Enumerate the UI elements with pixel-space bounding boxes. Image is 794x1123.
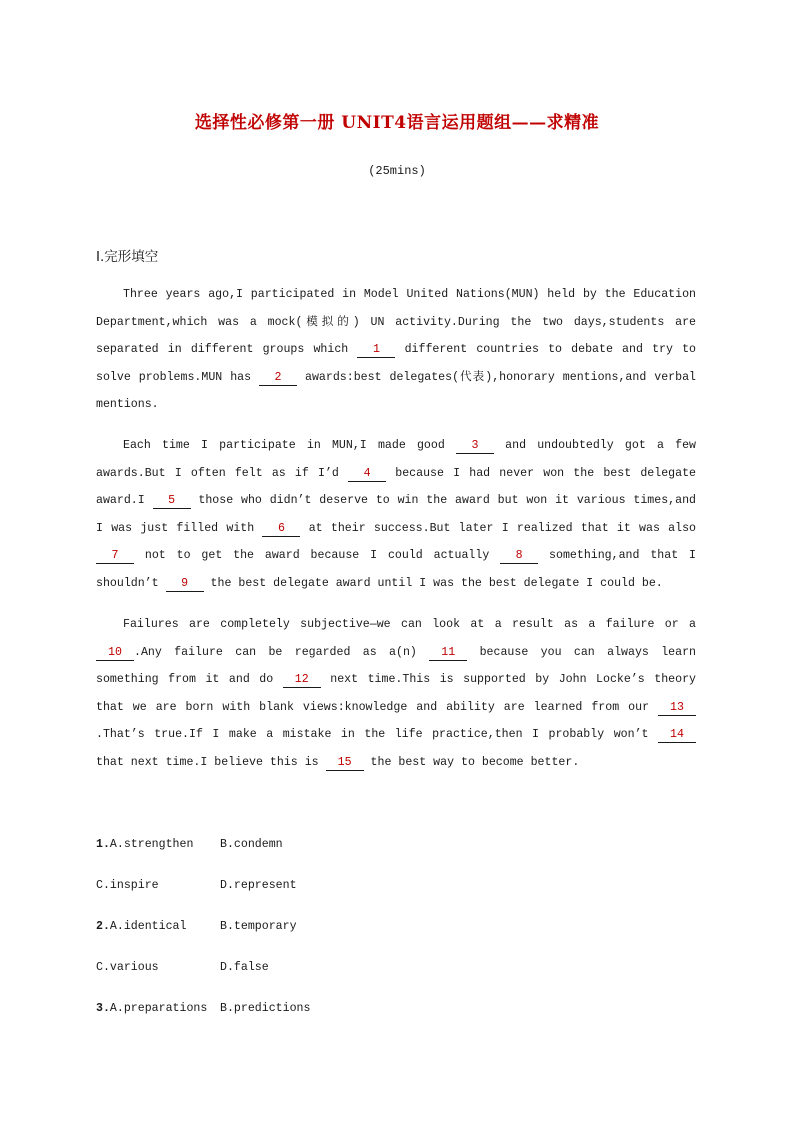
option-c: C.various xyxy=(96,961,159,974)
passage-text: that next time.I believe this is xyxy=(96,755,326,769)
option-row xyxy=(96,838,283,851)
answer-blank-6[interactable]: 6 xyxy=(262,522,300,537)
passage-text: something,and that I shouldn’t xyxy=(96,549,697,590)
passage-text: .Any failure can be regarded as a(n) xyxy=(134,645,430,659)
answer-blank-4[interactable]: 4 xyxy=(348,467,386,482)
passage-text: awards:best delegates(代表),honorary mentions,and verbal mentions. xyxy=(96,370,696,412)
passage-text: the best delegate award until I was the best delegate I could be. xyxy=(203,576,663,590)
passage-text: because I had never won the best delegate award.I xyxy=(96,466,696,508)
answer-blank-12[interactable]: 12 xyxy=(283,673,321,688)
time-limit: (25mins) xyxy=(368,164,426,178)
question-number: 2. xyxy=(96,920,110,933)
answer-blank-11[interactable]: 11 xyxy=(429,646,467,661)
option-d: D.false xyxy=(220,961,269,974)
passage-paragraph-2 xyxy=(96,432,696,598)
passage-paragraph-3 xyxy=(96,611,696,777)
option-row xyxy=(96,879,297,892)
option-row xyxy=(96,920,297,933)
option-a: A.strengthen xyxy=(109,838,194,851)
answer-blank-15[interactable]: 15 xyxy=(326,756,364,771)
option-row xyxy=(96,961,269,974)
passage-text: those who didn’t deserve to win the award but won it various times,and I was just filled with xyxy=(96,494,696,535)
passage-text: .That’s true.If I make a mistake in the life practice,then I probably won’t xyxy=(96,728,658,742)
question-number: 3. xyxy=(96,1002,110,1015)
passage-text: because you can always learn something from it and do xyxy=(96,645,696,687)
section-heading: Ⅰ.完形填空 xyxy=(96,249,159,265)
answer-blank-2[interactable]: 2 xyxy=(259,371,297,386)
passage-text: different countries to debate and try to solve problems.MUN has xyxy=(96,343,696,384)
passage-text: and undoubtedly got a few awards.But I often felt as if I’d xyxy=(96,439,696,480)
answer-blank-8[interactable]: 8 xyxy=(500,549,538,564)
answer-blank-13[interactable]: 13 xyxy=(658,701,696,716)
option-d: D.represent xyxy=(220,879,297,892)
answer-blank-7[interactable]: 7 xyxy=(96,549,134,564)
passage-text: the best way to become better. xyxy=(363,755,580,769)
option-b: B.predictions xyxy=(220,1002,311,1015)
passage-text: not to get the award because I could actually xyxy=(134,549,501,563)
passage-text: Failures are completely subjective—we can look at a result as a failure or a xyxy=(123,618,696,631)
passage-text: Three years ago,I participated in Model United Nations(MUN) held by the Education Department,which was a mock(模拟的) UN activity.During the two days,students are separated in different groups which xyxy=(96,288,696,357)
passage-text: Each time I participate in MUN,I made good xyxy=(123,439,456,452)
option-a: A.preparations xyxy=(109,1002,208,1015)
answer-blank-3[interactable]: 3 xyxy=(456,439,494,454)
passage-text: next time.This is supported by John Locke’s theory that we are born with blank views:knowledge and ability are learned from our xyxy=(96,673,696,714)
answer-blank-5[interactable]: 5 xyxy=(153,494,191,509)
option-b: B.temporary xyxy=(220,920,297,933)
answer-blank-9[interactable]: 9 xyxy=(166,577,204,592)
option-row xyxy=(96,1002,310,1015)
option-a: A.identical xyxy=(109,920,187,933)
passage-paragraph-1 xyxy=(96,281,696,419)
page-title: 选择性必修第一册 UNIT4语言运用题组——求精准 xyxy=(194,113,600,133)
answer-blank-14[interactable]: 14 xyxy=(658,728,696,743)
answer-blank-1[interactable]: 1 xyxy=(357,343,395,358)
question-number: 1. xyxy=(96,838,110,851)
passage-text: at their success.But later I realized that it was also xyxy=(300,521,696,535)
option-c: C.inspire xyxy=(96,879,159,892)
option-b: B.condemn xyxy=(220,838,283,851)
answer-blank-10[interactable]: 10 xyxy=(96,646,134,661)
